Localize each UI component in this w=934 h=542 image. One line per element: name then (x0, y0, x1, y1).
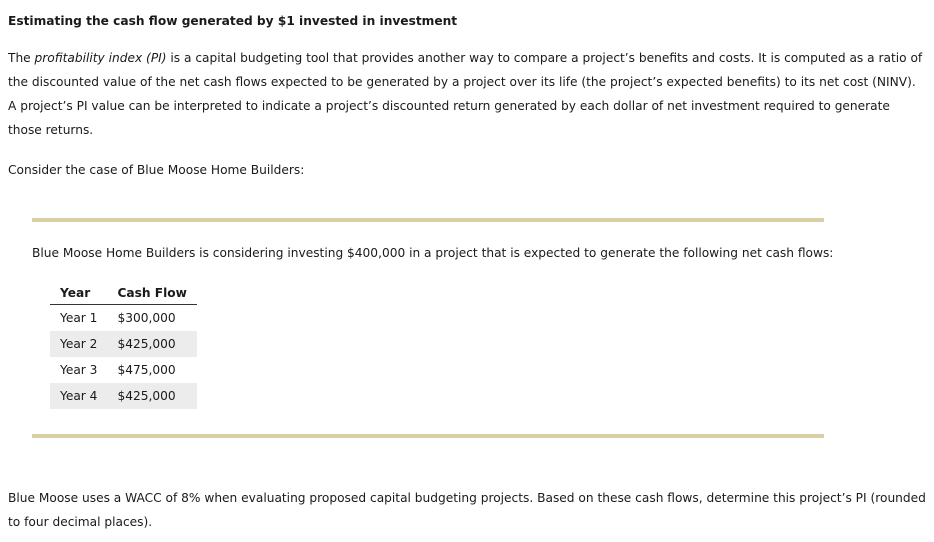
cell-cash-flow: $300,000 (117, 311, 176, 325)
panel-top-rule (32, 218, 824, 222)
table-row (50, 305, 197, 332)
table-row (50, 331, 197, 357)
table-header-row (50, 282, 197, 305)
cell-cash-flow: $475,000 (117, 363, 176, 377)
problem-title: Estimating the cash flow generated by $1 invested in investment (8, 14, 458, 28)
intro-text-rest: is a capital budgeting tool that provides another way to compare a project’s benefits and costs. It is computed as a ratio of the discounted value of the net cash flows expected to be generated by a project over its life (the project’s expected benefits) to its net cost (NINV). A project’s PI value can be interpreted to indicate a project’s discounted return generated by each dollar of net investment required to generate those returns. (8, 51, 923, 137)
cell-cash-flow: $425,000 (107, 383, 196, 409)
cell-year: Year 2 (50, 331, 107, 357)
panel-bottom-rule (32, 434, 824, 438)
question-text: Blue Moose uses a WACC of 8% when evaluating proposed capital budgeting projects. Based on these cash flows, determine this project’s PI (rounded to four decimal places). (8, 491, 926, 529)
table-row (50, 383, 197, 409)
cell-cash-flow: $425,000 (107, 331, 196, 357)
cash-flow-table (50, 282, 197, 409)
header-year: Year (50, 282, 107, 305)
intro-text-start: The (8, 51, 35, 65)
header-cash-flow: Cash Flow (107, 282, 196, 305)
intro-term: profitability index (PI) (34, 51, 167, 65)
cell-year: Year 3 (60, 363, 98, 377)
intro-paragraph (8, 46, 926, 142)
panel-description: Blue Moose Home Builders is considering investing $400,000 in a project that is expected to generate the following net cash flows: (32, 246, 834, 260)
cell-year: Year 4 (50, 383, 107, 409)
table-row (50, 357, 197, 383)
cell-year: Year 1 (60, 311, 98, 325)
consider-text: Consider the case of Blue Moose Home Builders: (8, 163, 305, 177)
